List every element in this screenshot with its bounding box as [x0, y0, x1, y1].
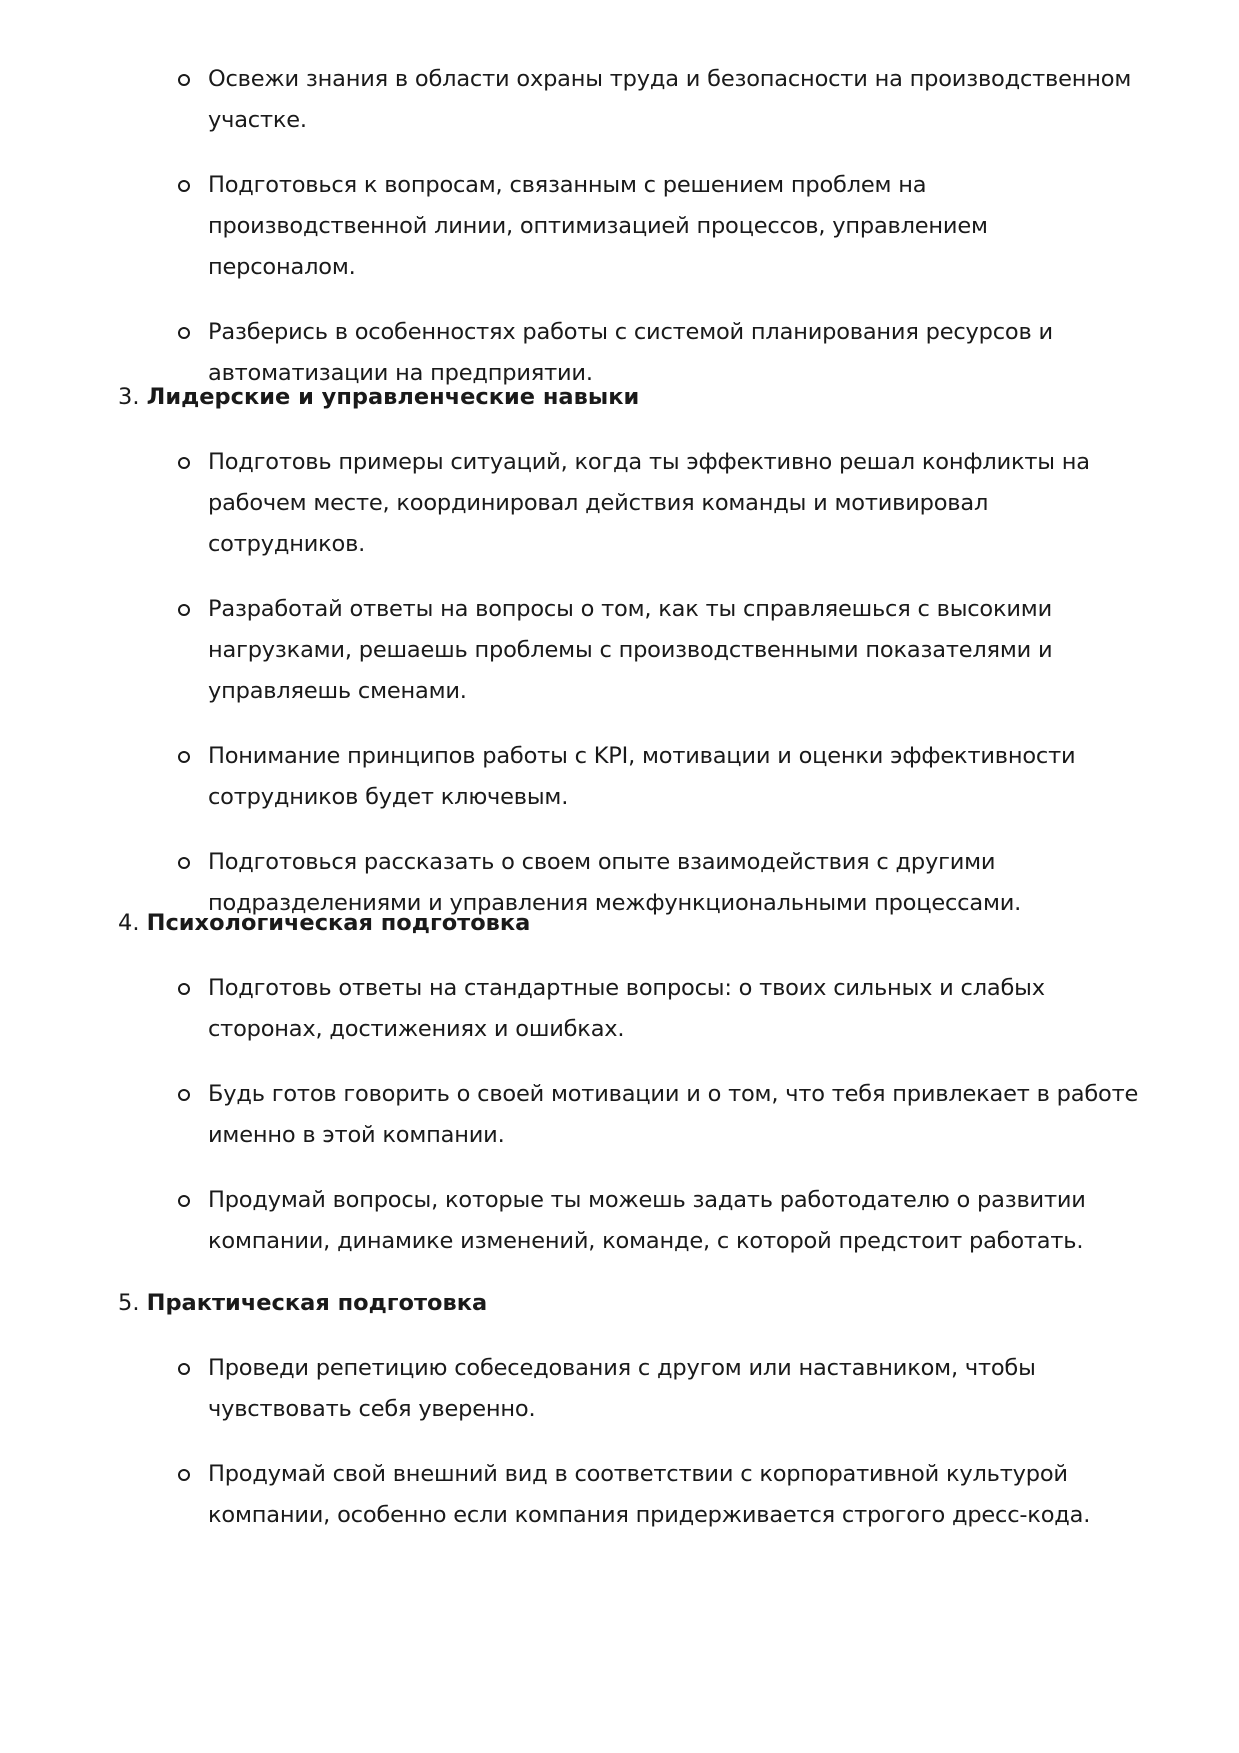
list-item [0, 1454, 1239, 1536]
hollow-bullet-icon [178, 1089, 190, 1101]
list-item-text: Подготовь примеры ситуаций, когда ты эффективно решал конфликты на рабочем месте, координировал действия команды и мотивировал сотрудников. [208, 449, 1090, 557]
list-item-text: Будь готов говорить о своей мотивации и о том, что тебя привлекает в работе именно в этой компании. [208, 1081, 1139, 1148]
hollow-bullet-icon [178, 457, 190, 469]
section-practical [0, 1279, 1239, 1560]
bullet-list [0, 59, 1239, 394]
hollow-bullet-icon [178, 1195, 190, 1207]
bullet-list [0, 1348, 1239, 1536]
section-heading [0, 1283, 1239, 1324]
list-item [0, 165, 1239, 288]
list-item-text: Понимание принципов работы с KPI, мотивации и оценки эффективности сотрудников будет ключевым. [208, 743, 1076, 810]
section-leadership [0, 373, 1239, 948]
hollow-bullet-icon [178, 751, 190, 763]
section-heading [0, 903, 1239, 944]
hollow-bullet-icon [178, 74, 190, 86]
list-item-text: Разработай ответы на вопросы о том, как ты справляешься с высокими нагрузками, решаешь проблемы с производственными показателями и управляешь сменами. [208, 596, 1053, 704]
list-item [0, 968, 1239, 1050]
bullet-list [0, 968, 1239, 1262]
hollow-bullet-icon [178, 327, 190, 339]
hollow-bullet-icon [178, 1469, 190, 1481]
list-item-text: Подготовься рассказать о своем опыте взаимодействия с другими подразделениями и управления межфункциональными процессами. [208, 849, 1022, 916]
bullet-list [0, 442, 1239, 924]
hollow-bullet-icon [178, 983, 190, 995]
section-psychological [0, 899, 1239, 1286]
list-item-text: Продумай свой внешний вид в соответствии с корпоративной культурой компании, особенно если компания придерживается строгого дресс-кода. [208, 1461, 1091, 1528]
list-item [0, 1074, 1239, 1156]
list-item [0, 442, 1239, 565]
hollow-bullet-icon [178, 604, 190, 616]
list-item [0, 589, 1239, 712]
list-item-text: Освежи знания в области охраны труда и безопасности на производственном участке. [208, 66, 1132, 133]
list-item-text: Подготовься к вопросам, связанным с решением проблем на производственной линии, оптимизацией процессов, управлением персоналом. [208, 172, 988, 280]
hollow-bullet-icon [178, 180, 190, 192]
list-item-text: Продумай вопросы, которые ты можешь задать работодателю о развитии компании, динамике изменений, команде, с которой предстоит работать. [208, 1187, 1086, 1254]
intro-bullet-group [0, 59, 1239, 418]
list-item [0, 1348, 1239, 1430]
section-title: Практическая подготовка [146, 1290, 488, 1316]
list-item [0, 1180, 1239, 1262]
section-title: Психологическая подготовка [146, 910, 531, 936]
list-item-text: Подготовь ответы на стандартные вопросы: о твоих сильных и слабых сторонах, достижениях и ошибках. [208, 975, 1045, 1042]
section-heading [0, 377, 1239, 418]
list-item [0, 736, 1239, 818]
hollow-bullet-icon [178, 1363, 190, 1375]
list-item-text: Проведи репетицию собеседования с другом или наставником, чтобы чувствовать себя уверенно. [208, 1355, 1036, 1422]
section-number: 3. [118, 384, 140, 410]
section-title: Лидерские и управленческие навыки [146, 384, 640, 410]
list-item [0, 59, 1239, 141]
section-number: 5. [118, 1290, 140, 1316]
list-item-text: Разберись в особенностях работы с системой планирования ресурсов и автоматизации на предприятии. [208, 319, 1053, 386]
hollow-bullet-icon [178, 857, 190, 869]
section-number: 4. [118, 910, 140, 936]
